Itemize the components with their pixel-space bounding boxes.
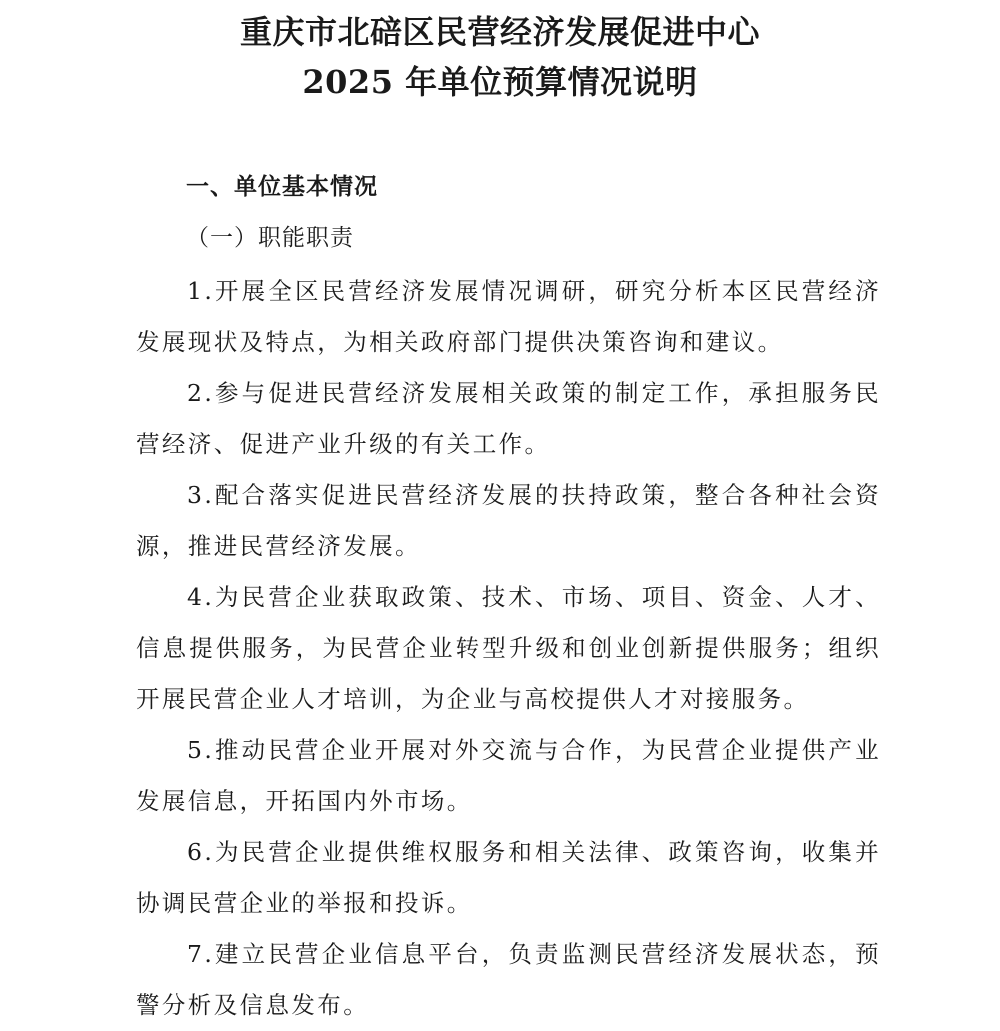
duty-paragraph-3: 3.配合落实促进民营经济发展的扶持政策，整合各种社会资源，推进民营经济发展。	[136, 481, 881, 560]
document-title-line1: 重庆市北碚区民营经济发展促进中心	[239, 13, 760, 51]
duty-paragraph-7: 7.建立民营企业信息平台，负责监测民营经济发展状态，预警分析及信息发布。	[136, 940, 881, 1019]
duty-paragraph-4: 4.为民营企业获取政策、技术、市场、项目、资金、人才、信息提供服务，为民营企业转型升级和创业创新提供服务；组织开展民营企业人才培训，为企业与高校提供人才对接服务。	[136, 583, 881, 713]
duty-paragraph-1: 1.开展全区民营经济发展情况调研，研究分析本区民营经济发展现状及特点，为相关政府部门提供决策咨询和建议。	[136, 277, 881, 356]
document-title-line2: 2025 年单位预算情况说明	[302, 63, 698, 101]
section-heading: 一、单位基本情况	[186, 174, 378, 200]
duty-paragraph-2: 2.参与促进民营经济发展相关政策的制定工作，承担服务民营经济、促进产业升级的有关工作。	[136, 379, 881, 458]
subsection-heading: （一）职能职责	[186, 225, 354, 251]
duty-paragraph-5: 5.推动民营企业开展对外交流与合作，为民营企业提供产业发展信息，开拓国内外市场。	[136, 736, 881, 815]
duty-paragraph-6: 6.为民营企业提供维权服务和相关法律、政策咨询，收集并协调民营企业的举报和投诉。	[136, 838, 881, 917]
duties-list	[136, 266, 881, 1031]
